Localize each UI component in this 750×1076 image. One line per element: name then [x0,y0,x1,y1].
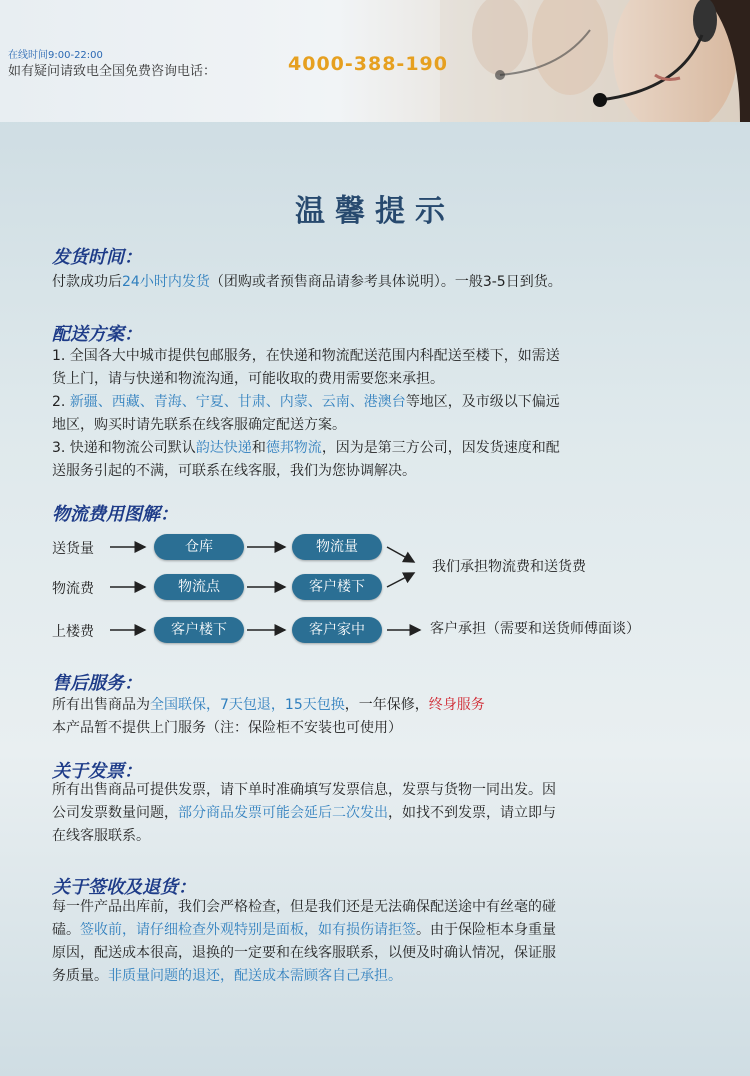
hotline-label: 如有疑问请致电全国免费咨询电话： [8,64,217,79]
invoice-line-2-prefix: 公司发票数量问题， [52,805,178,821]
receipt-return-text [52,896,702,988]
delivery-line-5-prefix: 3. 快递和物流公司默认 [52,440,196,456]
after-sales-text [52,694,702,740]
delivery-line-5-suffix: ，因为是第三方公司，因发货速度和配 [321,440,560,456]
section-heading-logistics-diagram: 物流费用图解： [52,504,178,525]
section-heading-invoice: 关于发票： [52,761,142,782]
pill-customer-home: 客户家中 [292,617,382,643]
online-hours: 在线时间9:00-22:00 [8,50,103,61]
after-sales-prefix: 所有出售商品为 [52,697,150,713]
receipt-line-4 [52,965,702,988]
customer-bears-costs: 客户承担（需要和送货师傅面谈） [430,621,640,637]
arrow-row1-out [387,547,414,562]
section-heading-after-sales: 售后服务： [52,673,142,694]
delivery-line-6: 送服务引起的不满，可联系在线客服，我们为您协调解决。 [52,463,416,479]
pill-logistics-point: 物流点 [154,574,244,600]
pill-customer-downstairs-2: 客户楼下 [154,617,244,643]
inspect-before-signing: 签收前，请仔细检查外观特别是面板，如有损伤请拒签 [80,922,416,938]
section-heading-receipt-return: 关于签收及退货： [52,877,196,898]
invoice-line-2-suffix: ，如找不到发票，请立即与 [388,805,556,821]
receipt-line-2 [52,919,702,942]
pill-customer-downstairs: 客户楼下 [292,574,382,600]
after-sales-line-2: 本产品暂不提供上门服务（注：保险柜不安装也可使用） [52,720,402,736]
courier-deppon: 德邦物流 [265,440,322,456]
invoice-delay-note: 部分商品发票可能会延后二次发出 [178,805,388,821]
invoice-text [52,779,702,848]
section-heading-shipping-time: 发货时间： [52,247,142,268]
courier-yunda: 韵达快递 [195,440,252,456]
diagram-label-logistics-fee: 物流费 [52,581,94,597]
invoice-line-1: 所有出售商品可提供发票，请下单时准确填写发票信息，发票与货物一同出发。因 [52,782,556,798]
arrow-row2-out [387,573,414,587]
lifetime-service: 终身服务 [428,697,485,713]
delivery-line-1: 1. 全国各大中城市提供包邮服务，在快递和物流配送范围内科配送至楼下，如需送 [52,348,560,364]
delivery-line-5-and: 和 [251,440,266,456]
diagram-label-volume: 送货量 [52,541,94,557]
delivery-line-4: 地区，购买时请先联系在线客服确定配送方案。 [52,417,346,433]
hotline-number[interactable]: 4000-388-190 [288,53,448,75]
non-quality-return-note: 非质量问题的退还，配送成本需顾客自己承担。 [108,968,402,984]
delivery-line-3-prefix: 2. [52,394,70,410]
pill-logistics-volume: 物流量 [292,534,382,560]
receipt-line-2-prefix: 磕。 [52,922,80,938]
section-heading-delivery-plan: 配送方案： [52,324,142,345]
invoice-line-3: 在线客服联系。 [52,828,150,844]
receipt-line-1: 每一件产品出库前，我们会严格检查，但是我们还是无法确保配送途中有丝毫的碰 [52,899,556,915]
warranty-highlight: 全国联保，7天包退，15天包换 [150,697,345,713]
shipping-highlight: 24小时内发货 [122,274,210,290]
pill-warehouse: 仓库 [154,534,244,560]
receipt-line-3: 原因，配送成本很高，退换的一定要和在线客服联系，以便及时确认情况，保证服 [52,945,556,961]
delivery-line-3-suffix: 等地区，及市级以下偏远 [405,394,560,410]
delivery-line-2: 货上门，请与快递和物流沟通，可能收取的费用需要您来承担。 [52,371,444,387]
remote-regions: 新疆、西藏、青海、宁夏、甘肃、内蒙、云南、港澳台 [69,394,406,410]
diagram-label-upstairs-fee: 上楼费 [52,624,94,640]
after-sales-mid: ，一年保修， [344,697,429,713]
page-title: 温馨提示 [295,194,455,229]
after-sales-line-1 [52,694,702,717]
receipt-line-2-suffix: 。由于保险柜本身重量 [416,922,556,938]
shipping-text-2: （团购或者预售商品请参考具体说明）。一般3-5日到货。 [209,274,562,290]
receipt-line-4-prefix: 务质量。 [52,968,108,984]
we-bear-costs: 我们承担物流费和送货费 [432,559,586,575]
invoice-line-2 [52,802,702,825]
shipping-text-1: 付款成功后 [52,274,122,290]
